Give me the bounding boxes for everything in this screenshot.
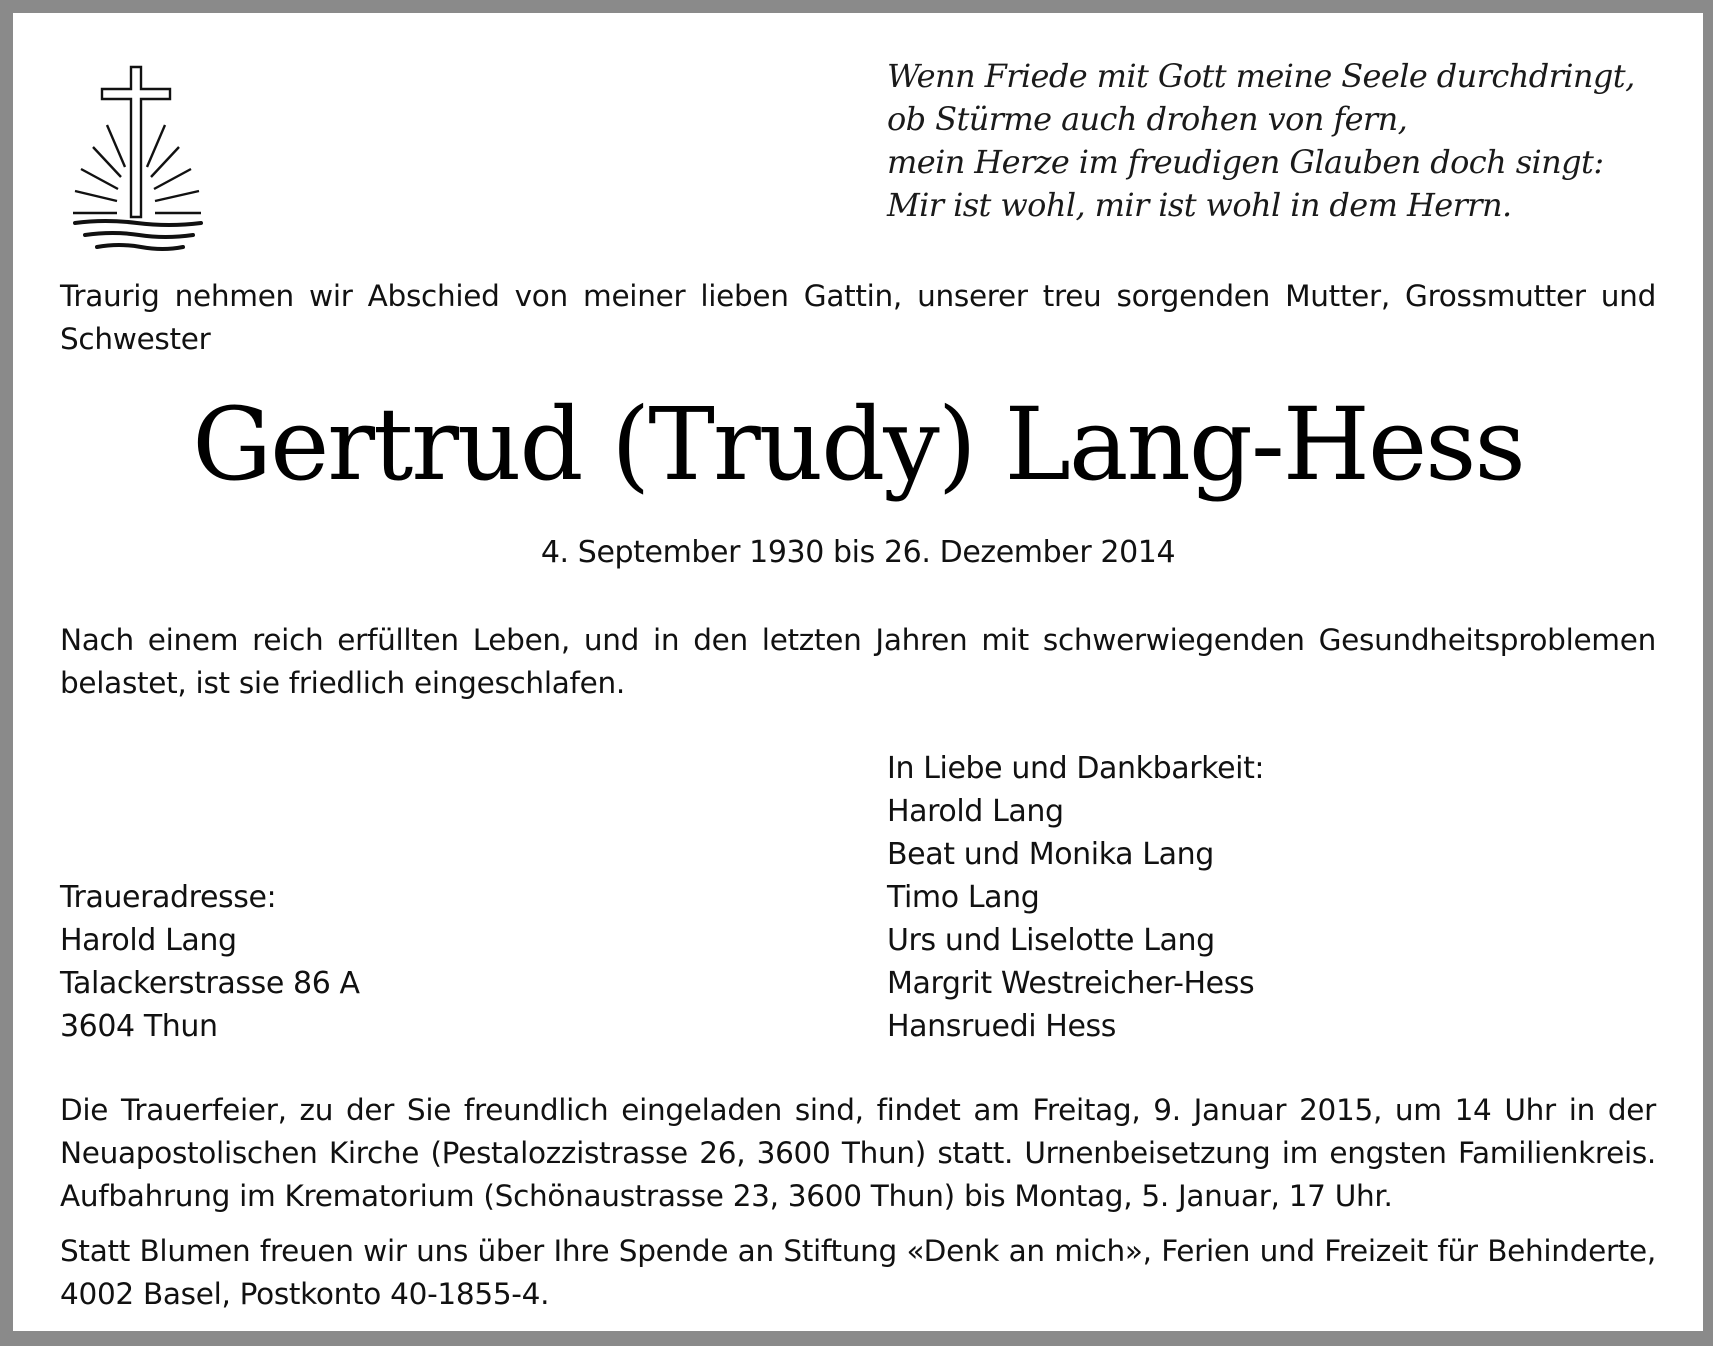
- address-line: Harold Lang: [60, 923, 237, 958]
- mourner-name: Harold Lang: [887, 794, 1064, 829]
- verse-line: Mir ist wohl, mir ist wohl in dem Herrn.: [887, 186, 1512, 224]
- mourner-name: Margrit Westreicher-Hess: [887, 966, 1255, 1001]
- donation-text: Statt Blumen freuen wir uns über Ihre Spende an Stiftung «Denk an mich», Ferien und Freizeit für Behinderte, 4002 Basel, Postkonto 40-1855-4.: [60, 1234, 1656, 1311]
- verse-line: ob Stürme auch drohen von fern,: [887, 100, 1408, 138]
- obituary-notice: [13, 13, 1703, 1331]
- address-line: 3604 Thun: [60, 1009, 218, 1044]
- deceased-name: Gertrud (Trudy) Lang-Hess: [192, 386, 1524, 503]
- mourner-name: Beat und Monika Lang: [887, 837, 1214, 872]
- mourner-name: Hansruedi Hess: [887, 1009, 1116, 1044]
- mourners-list: [887, 747, 1264, 1048]
- life-text: Nach einem reich erfüllten Leben, und in den letzten Jahren mit schwerwiegenden Gesundheitsproblemen belastet, ist sie friedlich eingeschlafen.: [60, 623, 1656, 700]
- address-line: Talackerstrasse 86 A: [60, 966, 360, 1001]
- verse-line: Wenn Friede mit Gott meine Seele durchdringt,: [887, 57, 1635, 95]
- mourning-address: [60, 876, 360, 1048]
- life-dates: 4. September 1930 bis 26. Dezember 2014: [540, 535, 1176, 570]
- mourner-name: Urs und Liselotte Lang: [887, 923, 1215, 958]
- address-heading: Traueradresse:: [60, 880, 277, 915]
- ceremony-text: Die Trauerfeier, zu der Sie freundlich eingeladen sind, findet am Freitag, 9. Januar 2015, um 14 Uhr in der Neuapostolischen Kirche (Pestalozzistrasse 26, 3600 Thun) statt. Urnenbeisetzung im engsten Familienkreis. Aufbahrung im Krematorium (Schönaustrasse 23, 3600 Thun) bis Montag, 5. Januar, 17 Uhr.: [60, 1093, 1656, 1213]
- verse-line: mein Herze im freudigen Glauben doch singt:: [887, 143, 1604, 181]
- verse: [887, 55, 1677, 227]
- mourners-heading: In Liebe und Dankbarkeit:: [887, 751, 1265, 786]
- intro-text: Traurig nehmen wir Abschied von meiner lieben Gattin, unserer treu sorgenden Mutter, Grossmutter und Schwester: [60, 279, 1656, 356]
- mourner-name: Timo Lang: [887, 880, 1040, 915]
- cross-sunrise-icon: [63, 51, 213, 261]
